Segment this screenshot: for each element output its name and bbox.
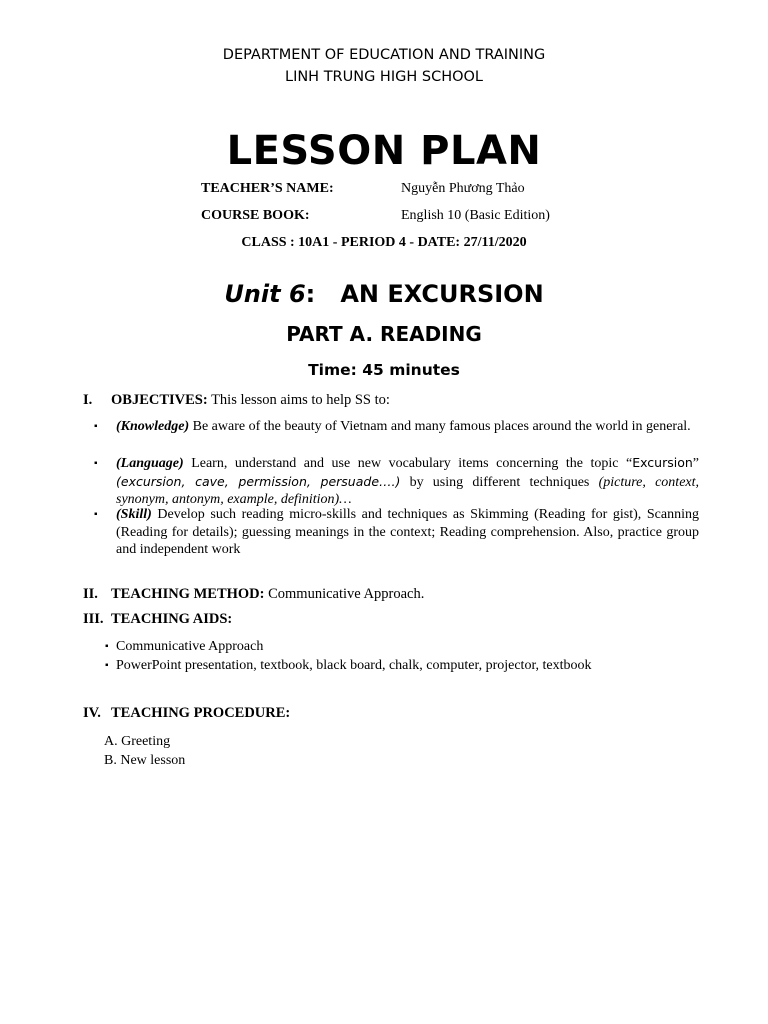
method-num: II.: [83, 586, 98, 602]
method-heading: [83, 586, 424, 603]
bullet-icon: ▪: [94, 509, 98, 520]
aids-item-text: Communicative Approach: [116, 639, 264, 654]
objective-tag: (Knowledge): [116, 419, 190, 434]
bullet-icon: ▪: [105, 641, 109, 652]
method-label: TEACHING METHOD:: [111, 586, 265, 602]
unit-colon: :: [305, 280, 316, 308]
objective-item-knowledge: [94, 418, 699, 436]
bullet-icon: ▪: [105, 660, 109, 671]
part-heading: PART A. READING: [286, 322, 482, 346]
course-label: COURSE BOOK:: [201, 208, 310, 223]
objective-text: Develop such reading micro-skills and techniques as Skimming (Reading for gist), Scanning (Reading for details); guessing meanings in the context; Reading comprehension. Also, practice group and independent work: [116, 507, 699, 557]
procedure-item-new-lesson: B. New lesson: [104, 753, 186, 768]
objective-techniques: (picture, context, synonym, antonym, example, definition)…: [116, 474, 700, 507]
objective-topic: Excursion: [632, 455, 693, 470]
unit-label: Unit 6: [224, 280, 306, 308]
unit-heading: [0, 280, 768, 308]
objectives-intro: This lesson aims to help SS to:: [211, 392, 390, 408]
procedure-label: TEACHING PROCEDURE:: [111, 705, 291, 721]
objectives-num: I.: [83, 392, 93, 408]
objective-text-b: ”: [692, 456, 699, 471]
aids-item: [105, 656, 592, 675]
procedure-item-greeting: A. Greeting: [104, 734, 171, 749]
aids-item: [105, 637, 263, 656]
aids-heading: [83, 611, 232, 628]
teacher-label: TEACHER’S NAME:: [201, 181, 334, 196]
course-value: English 10 (Basic Edition): [401, 208, 550, 223]
objective-examples: (excursion, cave, permission, persuade….): [116, 473, 401, 489]
objectives-label: OBJECTIVES:: [111, 392, 208, 408]
department-heading: [0, 44, 768, 88]
objective-item-language: [94, 454, 700, 509]
procedure-num: IV.: [83, 705, 101, 721]
objective-tag: (Language): [116, 456, 184, 471]
objective-text: Be aware of the beauty of Vietnam and many famous places around the world in general.: [192, 419, 691, 434]
objective-item-skill: [94, 506, 699, 559]
bullet-icon: ▪: [94, 458, 98, 469]
page-title: LESSON PLAN: [226, 128, 542, 174]
objective-text-c: by using different techniques: [400, 474, 599, 490]
unit-name: AN EXCURSION: [340, 280, 544, 308]
department-name: DEPARTMENT OF EDUCATION AND TRAINING: [222, 47, 546, 63]
objectives-heading: [83, 392, 390, 409]
procedure-heading: [83, 705, 290, 722]
class-line: CLASS : 10A1 - PERIOD 4 - DATE: 27/11/2020: [241, 235, 527, 250]
aids-num: III.: [83, 611, 104, 627]
method-value: Communicative Approach.: [268, 586, 425, 602]
aids-label: TEACHING AIDS:: [111, 611, 233, 627]
time-heading: Time: 45 minutes: [308, 361, 460, 379]
objective-tag: (Skill): [116, 507, 152, 522]
bullet-icon: ▪: [94, 421, 98, 432]
objective-text-a: Learn, understand and use new vocabulary items concerning the topic “: [191, 456, 633, 471]
school-name: LINH TRUNG HIGH SCHOOL: [284, 69, 483, 85]
aids-item-text: PowerPoint presentation, textbook, black board, chalk, computer, projector, textbook: [116, 658, 592, 673]
teacher-value: Nguyễn Phương Thảo: [401, 181, 525, 196]
